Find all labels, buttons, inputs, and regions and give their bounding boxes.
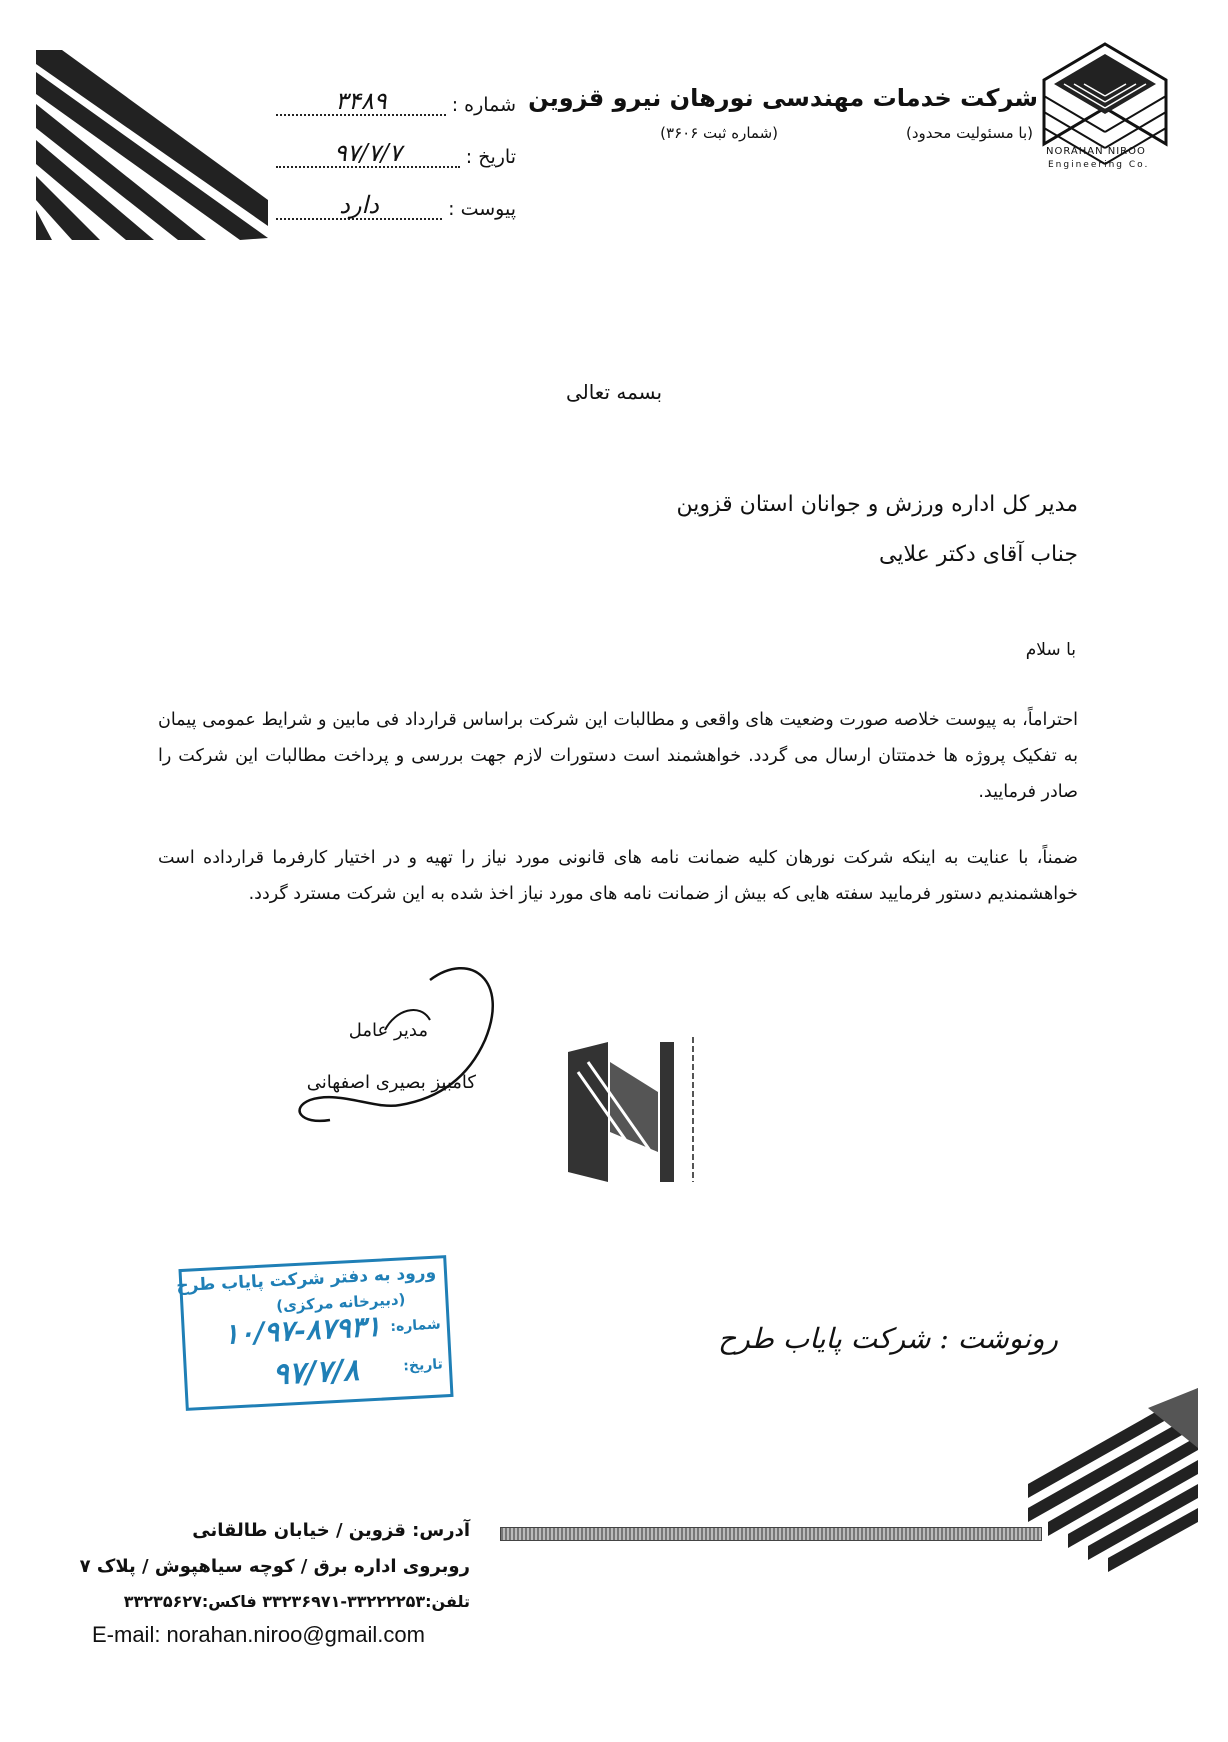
addressee-line-1: مدیر کل اداره ورزش و جوانان استان قزوین (676, 492, 1078, 517)
signatory-title: مدیر عامل (348, 1020, 428, 1041)
greeting: با سلام (1025, 640, 1076, 660)
number-label: شماره : (451, 94, 516, 116)
received-stamp (175, 1255, 453, 1411)
body-paragraph-2: ضمناً، با عنایت به اینکه شرکت نورهان کلیه ضمانت نامه های قانونی مورد نیاز را تهیه و در اختیار کارفرما قرارداده است خواهشمندیم دستور فرمایید سفته هایی که بیش از ضمانت نامه های مورد نیاز اخذ شده به این شرکت مسترد گردد. (158, 848, 1078, 904)
addressee-line-2: جناب آقای دکتر علایی (879, 542, 1078, 567)
stamp-date-label: تاریخ: (402, 1356, 444, 1375)
letter-attachment-row (276, 192, 516, 220)
corner-building-decoration (1028, 1388, 1198, 1598)
footer-email: E-mail: norahan.niroo@gmail.com (92, 1622, 425, 1647)
body-paragraph-1: احتراماً، به پیوست خلاصه صورت وضعیت های واقعی و مطالبات این شرکت براساس قرارداد فی مابین و شرایط عمومی پیمان به تفکیک پروژه ها خدمتتان ارسال می گردد. خواهشمند است دستورات لازم جهت بررسی و پرداخت مطالبات این شرکت را صادر فرمایید. (158, 710, 1078, 802)
carbon-copy-note: رونوشت : شرکت پایاب طرح (718, 1322, 1058, 1355)
stamp-date-value: ۹۷/۷/۸ (271, 1352, 360, 1393)
footer-phone-fax: تلفن:۳۳۲۲۲۲۵۳-۳۳۲۳۶۹۷۱ فاکس:۳۳۲۳۵۶۲۷ (123, 1592, 470, 1611)
footer-divider-bar (500, 1527, 1042, 1541)
attachment-value: دارد (276, 192, 442, 220)
footer-address-line-2: روبروی اداره برق / کوچه سیاهپوش / پلاک ۷ (79, 1556, 470, 1577)
company-name: شرکت خدمات مهندسی نورهان نیرو قزوین (528, 84, 1038, 112)
number-value: ۳۴۸۹ (276, 88, 446, 116)
corner-stripes-decoration (36, 50, 268, 240)
stamp-subtitle: (دبیرخانه مرکزی) (275, 1290, 406, 1316)
signatory-name: کامبیز بصیری اصفهانی (306, 1072, 476, 1093)
attachment-label: پیوست : (448, 198, 516, 220)
logo-name-text: NORAHAN NIROO (1046, 146, 1146, 157)
company-registration: (شماره ثبت ۳۶۰۶) (660, 124, 778, 142)
footer-address-line-1: آدرس: قزوین / خیابان طالقانی (192, 1520, 470, 1541)
letter-number-row (276, 88, 516, 116)
company-liability: (با مسئولیت محدود) (905, 124, 1033, 142)
date-value: ۹۷/۷/۷ (276, 140, 460, 168)
stamp-title: ورود به دفتر شرکت پایاب طرح (175, 1262, 437, 1297)
stamp-number-label: شماره: (390, 1316, 442, 1336)
letter-date-row (276, 140, 516, 168)
company-seal-icon (548, 1032, 718, 1192)
logo-sub-text: Engineering Co. (1048, 160, 1150, 170)
stamp-number-value: ۱۰/۹۷-۸۷۹۳۱ (222, 1309, 382, 1351)
basmala-heading: بسمه تعالی (565, 380, 663, 404)
date-label: تاریخ : (465, 146, 516, 168)
